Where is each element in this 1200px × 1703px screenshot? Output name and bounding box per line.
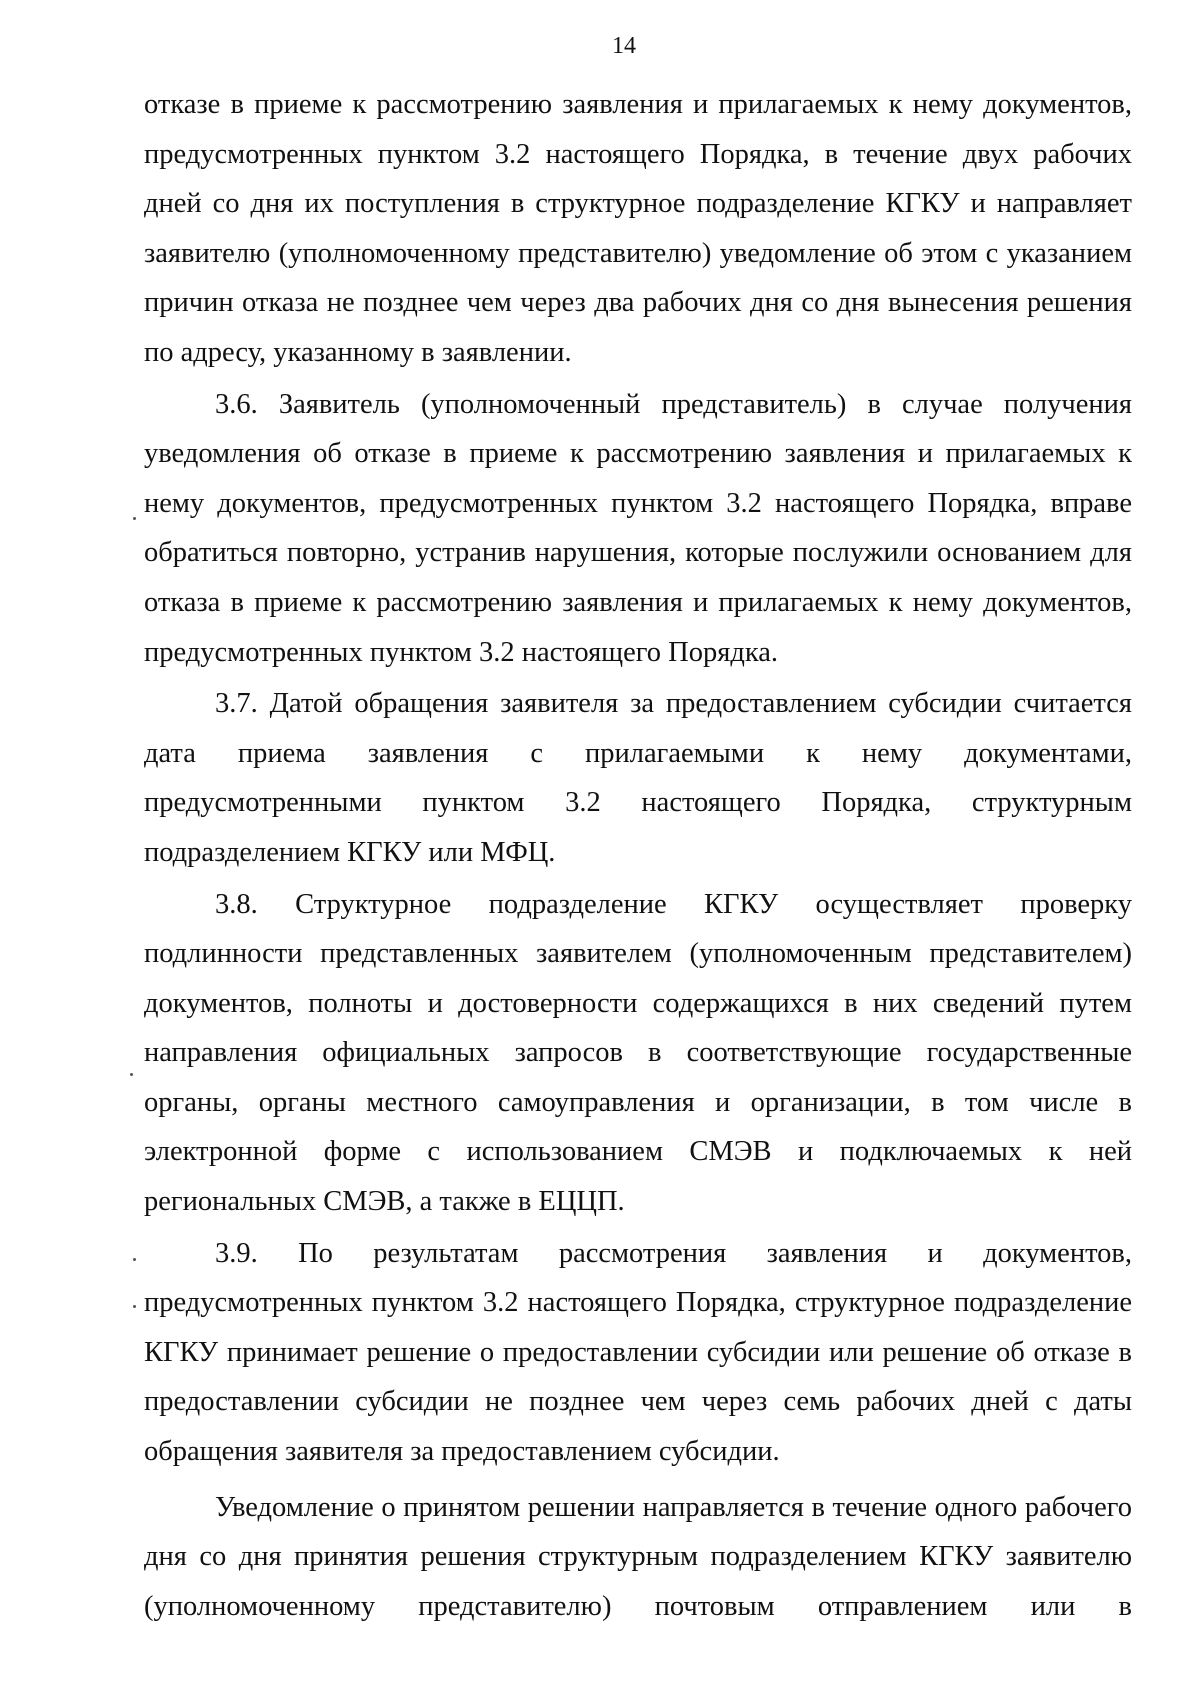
scan-speck: [133, 517, 136, 520]
document-body: [144, 80, 1132, 1631]
scan-speck: [133, 1258, 136, 1261]
paragraph-notice: Уведомление о принятом решении направляется в течение одного рабочего дня со дня принятия решения структурным подразделением КГКУ заявителю (уполномоченному представителю) почтовым отправлением или в: [144, 1491, 1132, 1622]
scan-speck: [133, 1305, 136, 1308]
paragraph-3-9: 3.9. По результатам рассмотрения заявления и документов, предусмотренных пунктом 3.2 настоящего Порядка, структурное подразделение КГКУ принимает решение о предоставлении субсидии или решение об отказе в предоставлении субсидии не позднее чем через семь рабочих дней с даты обращения заявителя за предоставлением субсидии.: [144, 1237, 1132, 1468]
paragraph-3-6: 3.6. Заявитель (уполномоченный представитель) в случае получения уведомления об отказе в приеме к рассмотрению заявления и прилагаемых к нему документов, предусмотренных пунктом 3.2 настоящего Порядка, вправе обратиться повторно, устранив нарушения, которые послужили основанием для отказа в приеме к рассмотрению заявления и прилагаемых к нему документов, предусмотренных пунктом 3.2 настоящего Порядка.: [144, 388, 1132, 668]
page-number: 14: [612, 33, 636, 59]
paragraph-continued: отказе в приеме к рассмотрению заявления и прилагаемых к нему документов, предусмотренных пунктом 3.2 настоящего Порядка, в течение двух рабочих дней со дня их поступления в структурное подразделение КГКУ и направляет заявителю (уполномоченному представителю) уведомление об этом с указанием причин отказа не позднее чем через два рабочих дня со дня вынесения решения по адресу, указанному в заявлении.: [144, 89, 1132, 368]
paragraph-3-7: 3.7. Датой обращения заявителя за предоставлением субсидии считается дата приема заявления с прилагаемыми к нему документами, предусмотренными пунктом 3.2 настоящего Порядка, структурным подразделением КГКУ или МФЦ.: [144, 688, 1132, 868]
scan-speck: [130, 1073, 133, 1076]
paragraph-3-8: 3.8. Структурное подразделение КГКУ осуществляет проверку подлинности представленных заявителем (уполномоченным представителем) документов, полноты и достоверности содержащихся в них сведений путем направления официальных запросов в соответствующие государственные органы, органы местного самоуправления и организации, в том числе в электронной форме с использованием СМЭВ и подключаемых к ней региональных СМЭВ, а также в ЕЦЦП.: [144, 888, 1132, 1218]
